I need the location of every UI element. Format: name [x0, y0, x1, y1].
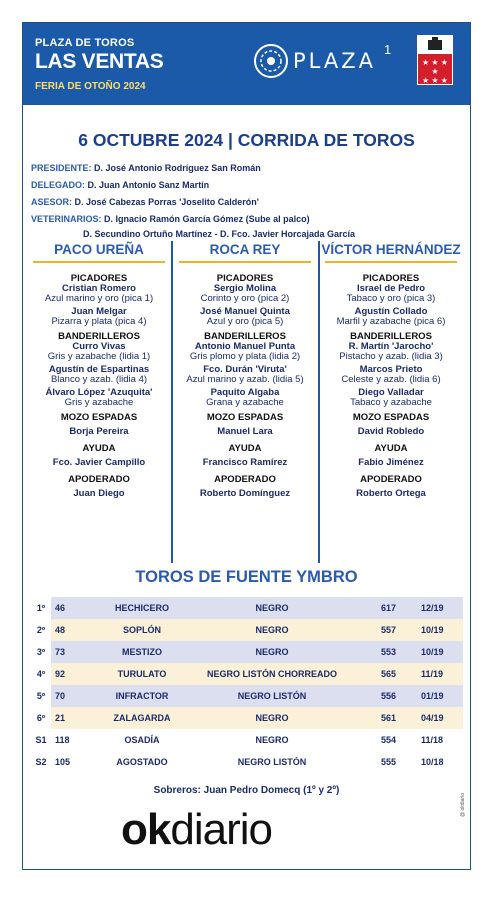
- official-line: PRESIDENTE: D. José Antonio Rodríguez San Román: [31, 163, 261, 173]
- person-detail: Azul y oro (pica 5): [206, 316, 284, 327]
- apoderado-name: Roberto Ortega: [356, 488, 426, 499]
- section-label: BANDERILLEROS: [58, 331, 140, 342]
- header-fair: FERIA DE OTOÑO 2024: [35, 81, 146, 92]
- person-detail: Celeste y azab. (lidia 6): [341, 374, 441, 385]
- person-name: Israel de Pedro: [356, 283, 426, 294]
- torero-column: [321, 241, 461, 505]
- toros-title: TOROS DE FUENTE YMBRO: [135, 568, 358, 586]
- section-label: MOZO ESPADAS: [352, 412, 430, 423]
- person-detail: Azul marino y oro (pica 1): [44, 293, 154, 304]
- section-label: APODERADO: [214, 474, 276, 485]
- side-credit: @ okdiario: [460, 793, 466, 817]
- official-line: DELEGADO: D. Juan Antonio Sanz Martín: [31, 180, 210, 190]
- table-row: 1º 46 HECHICERO NEGRO 617 12/19: [31, 597, 463, 619]
- person-name: Agustín Collado: [354, 306, 428, 317]
- mozo-name: David Robledo: [357, 426, 425, 437]
- madrid-crest-icon: ★ ★ ★ ★ ★ ★ ★: [417, 35, 453, 85]
- official-line: D. Secundino Ortuño Martínez - D. Fco. Javier Horcajada García: [83, 229, 356, 239]
- plaza-logo-icon: [253, 43, 289, 79]
- section-label: PICADORES: [70, 273, 128, 284]
- person-detail: Marfil y azabache (pica 6): [336, 316, 446, 327]
- person-name: Marcos Prieto: [359, 364, 423, 375]
- person-name: Agustín de Espartinas: [48, 364, 150, 375]
- event-date-title: 6 OCTUBRE 2024 | CORRIDA DE TOROS: [78, 130, 415, 150]
- section-label: AYUDA: [82, 443, 116, 454]
- person-detail: Pizarra y plata (pica 4): [51, 316, 147, 327]
- table-row: 2º 48 SOPLÓN NEGRO 557 10/19: [31, 619, 463, 641]
- mozo-name: Borja Pereira: [69, 426, 129, 437]
- person-name: Antonio Manuel Punta: [194, 341, 296, 352]
- person-detail: Gris y azabache (lidia 1): [47, 351, 151, 362]
- section-label: APODERADO: [68, 474, 130, 485]
- section-label: MOZO ESPADAS: [60, 412, 138, 423]
- column-divider: [171, 241, 173, 563]
- section-label: APODERADO: [360, 474, 422, 485]
- okdiario-logo: okdiario: [121, 805, 272, 854]
- section-label: BANDERILLEROS: [204, 331, 286, 342]
- apoderado-name: Roberto Domínguez: [199, 488, 291, 499]
- person-name: Diego Valladar: [358, 387, 424, 398]
- table-row: 5º 70 INFRACTOR NEGRO LISTÓN 556 01/19: [31, 685, 463, 707]
- person-detail: Tabaco y azabache: [350, 397, 432, 408]
- person-detail: Azul marino y azab. (lidia 5): [186, 374, 304, 385]
- person-detail: Blanco y azab. (lidia 4): [50, 374, 148, 385]
- section-label: PICADORES: [362, 273, 420, 284]
- person-detail: Grana y azabache: [206, 397, 284, 408]
- person-name: R. Martín 'Jarocho': [348, 341, 434, 352]
- person-detail: Gris plomo y plata (lidia 2): [189, 351, 301, 362]
- apoderado-name: Juan Diego: [73, 488, 125, 499]
- torero-name: VÍCTOR HERNÁNDEZ: [321, 242, 461, 257]
- person-name: Paquito Algaba: [210, 387, 280, 398]
- person-detail: Tabaco y oro (pica 3): [346, 293, 436, 304]
- table-row: S1 118 OSADÍA NEGRO 554 11/18: [31, 729, 463, 751]
- header-bar: [23, 23, 470, 105]
- torero-column: [29, 241, 169, 505]
- person-name: Sergio Molina: [213, 283, 277, 294]
- header-subtitle: PLAZA DE TOROS: [35, 37, 135, 49]
- ayuda-name: Fabio Jiménez: [358, 457, 424, 468]
- ayuda-name: Fco. Javier Campillo: [52, 457, 146, 468]
- sobreros-note: Sobreros: Juan Pedro Domecq (1º y 2º): [153, 785, 340, 796]
- torero-name: ROCA REY: [209, 242, 281, 257]
- cartel: [22, 22, 471, 870]
- torero-column: [175, 241, 315, 505]
- plaza-sup: 1: [384, 42, 392, 57]
- column-divider: [318, 241, 320, 563]
- person-detail: Gris y azabache: [64, 397, 134, 408]
- section-label: AYUDA: [228, 443, 262, 454]
- section-label: MOZO ESPADAS: [206, 412, 284, 423]
- person-name: Curro Vivas: [72, 341, 126, 352]
- mozo-name: Manuel Lara: [217, 426, 273, 437]
- person-name: Fco. Durán 'Viruta': [203, 364, 287, 375]
- person-name: José Manuel Quinta: [200, 306, 290, 317]
- person-detail: Pistacho y azab. (lidia 3): [339, 351, 443, 362]
- person-detail: Corinto y oro (pica 2): [200, 293, 290, 304]
- header-title: LAS VENTAS: [35, 50, 164, 73]
- official-line: VETERINARIOS: D. Ignacio Ramón García Gómez (Sube al palco): [31, 214, 310, 224]
- person-name: Juan Melgar: [71, 306, 127, 317]
- toros-table: [31, 597, 463, 773]
- table-row: 4º 92 TURULATO NEGRO LISTÓN CHORREADO 565 11/19: [31, 663, 463, 685]
- ayuda-name: Francisco Ramírez: [202, 457, 288, 468]
- section-label: BANDERILLEROS: [350, 331, 432, 342]
- torero-name: PACO UREÑA: [54, 242, 144, 257]
- official-line: ASESOR: D. José Cabezas Porras 'Joselito Calderón': [31, 197, 259, 207]
- section-label: AYUDA: [374, 443, 408, 454]
- table-row: S2 105 AGOSTADO NEGRO LISTÓN 555 10/18: [31, 751, 463, 773]
- person-name: Álvaro López 'Azuquita': [45, 387, 153, 398]
- person-name: Cristian Romero: [62, 283, 136, 294]
- plaza-brand: PLAZA: [293, 49, 376, 73]
- table-row: 3º 73 MESTIZO NEGRO 553 10/19: [31, 641, 463, 663]
- table-row: 6º 21 ZALAGARDA NEGRO 561 04/19: [31, 707, 463, 729]
- section-label: PICADORES: [216, 273, 274, 284]
